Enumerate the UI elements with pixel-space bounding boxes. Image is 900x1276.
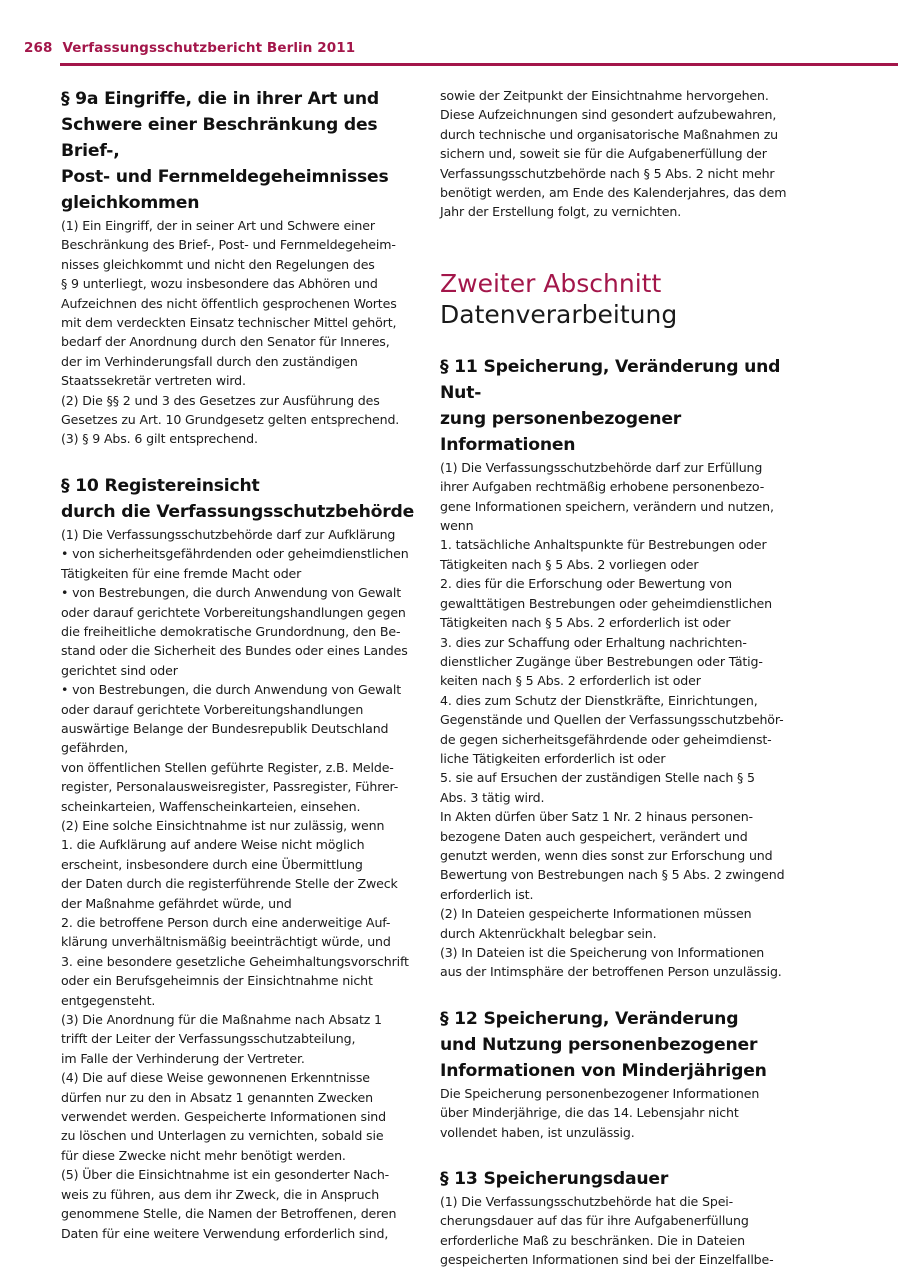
text-line: gleichkommen xyxy=(61,193,200,213)
section-9a xyxy=(61,86,421,449)
section-13 xyxy=(440,1166,800,1270)
text-line: zung personenbezogener Informationen xyxy=(440,408,682,455)
text-line: § 11 Speicherung, Veränderung und Nut- xyxy=(440,356,781,403)
text-line: 1. tatsächliche Anhaltspunkte für Bestrebungen oder xyxy=(440,537,767,553)
text-line: Aufzeichnen des nicht öffentlich gesprochenen Wortes xyxy=(61,295,397,311)
text-line: (1) Die Verfassungsschutzbehörde darf zur Erfüllung xyxy=(440,459,763,475)
text-line: (3) In Dateien ist die Speicherung von Informationen xyxy=(440,945,765,960)
text-line: gene Informationen speichern, verändern und nutzen, xyxy=(440,498,774,514)
text-line: genommene Stelle, die Namen der Betroffenen, deren xyxy=(61,1206,397,1222)
text-line: Tätigkeiten nach § 5 Abs. 2 erforderlich ist oder xyxy=(440,615,731,631)
text-line: über Minderjährige, die das 14. Lebensjahr nicht xyxy=(440,1105,739,1121)
text-line: (1) Ein Eingriff, der in seiner Art und Schwere einer xyxy=(61,218,375,233)
text-line: dienstlicher Zugänge über Bestrebungen oder Tätig- xyxy=(440,653,763,669)
text-line: Jahr der Erstellung folgt, zu vernichten. xyxy=(440,204,682,220)
text-line: wenn xyxy=(440,518,474,534)
text-line: der im Verhinderungsfall durch den zuständigen xyxy=(61,353,358,369)
text-line: der Daten durch die registerführende Stelle der Zweck xyxy=(61,876,398,892)
text-line: klärung unverhältnismäßig beeinträchtigt würde, und xyxy=(61,934,391,950)
text-line: 4. dies zum Schutz der Dienstkräfte, Einrichtungen, xyxy=(440,692,758,708)
running-title: Verfassungsschutzbericht Berlin 2011 xyxy=(62,40,356,56)
text-line: vollendet haben, ist unzulässig. xyxy=(440,1124,635,1140)
part-heading xyxy=(440,268,800,330)
text-line: (3) § 9 Abs. 6 gilt entsprechend. xyxy=(61,431,258,447)
text-line: § 9a Eingriffe, die in ihrer Art und xyxy=(61,89,380,109)
text-line: Gegenstände und Quellen der Verfassungsschutzbehör- xyxy=(440,712,784,728)
section-heading xyxy=(61,473,421,525)
text-line: von öffentlichen Stellen geführte Register, z.B. Melde- xyxy=(61,759,394,775)
text-line: ihrer Aufgaben rechtmäßig erhobene personenbezo- xyxy=(440,479,765,495)
text-line: de gegen sicherheitsgefährdende oder geheimdienst- xyxy=(440,731,772,747)
text-line: (1) Die Verfassungsschutzbehörde darf zur Aufklärung xyxy=(61,526,396,542)
text-line: trifft der Leiter der Verfassungsschutzabteilung, xyxy=(61,1031,356,1047)
text-line: erscheint, insbesondere durch eine Übermittlung xyxy=(61,856,363,872)
text-line: Informationen von Minderjährigen xyxy=(440,1060,767,1081)
text-line: im Falle der Verhinderung der Vertreter. xyxy=(61,1050,305,1066)
text-line: bezogene Daten auch gespeichert, verändert und xyxy=(440,828,748,844)
text-line: Daten für eine weitere Verwendung erforderlich sind, xyxy=(61,1225,389,1241)
text-line: Post- und Fernmeldegeheimnisses xyxy=(61,167,389,187)
text-line: der Maßnahme gefährdet würde, und xyxy=(61,895,292,911)
text-line: § 10 Registereinsicht xyxy=(61,475,260,496)
section-heading xyxy=(440,354,800,458)
text-line: Die Speicherung personenbezogener Informationen xyxy=(440,1085,760,1101)
text-line: (2) Die §§ 2 und 3 des Gesetzes zur Ausführung des xyxy=(61,392,380,408)
text-line: Verfassungsschutzbehörde nach § 5 Abs. 2 nicht mehr xyxy=(440,165,775,181)
text-line: erforderliche Maß zu beschränken. Die in Dateien xyxy=(440,1232,745,1248)
text-line: 3. dies zur Schaffung oder Erhaltung nachrichten- xyxy=(440,634,747,650)
section-heading xyxy=(440,1166,800,1192)
section-body xyxy=(440,458,800,982)
text-line: (2) Eine solche Einsichtnahme ist nur zulässig, wenn xyxy=(61,817,385,833)
text-line: (3) Die Anordnung für die Maßnahme nach Absatz 1 xyxy=(61,1012,382,1028)
text-line: (4) Die auf diese Weise gewonnenen Erkenntnisse xyxy=(61,1070,370,1086)
section-heading xyxy=(61,86,421,216)
part-title: Zweiter Abschnitt xyxy=(440,268,662,298)
text-line: genutzt werden, wenn dies sonst zur Erforschung und xyxy=(440,847,773,863)
text-line: § 9 unterliegt, wozu insbesondere das Abhören und xyxy=(61,276,378,292)
section-heading xyxy=(440,1006,800,1084)
text-line: 3. eine besondere gesetzliche Geheimhaltungsvorschrift xyxy=(61,953,409,969)
text-line: zu löschen und Unterlagen zu vernichten, sobald sie xyxy=(61,1128,384,1144)
text-line: entgegensteht. xyxy=(61,992,156,1008)
text-line: Tätigkeiten für eine fremde Macht oder xyxy=(61,565,302,581)
text-line: cherungsdauer auf das für ihre Aufgabenerfüllung xyxy=(440,1213,749,1229)
text-line: Diese Aufzeichnungen sind gesondert aufzubewahren, xyxy=(440,107,777,123)
part-subtitle: Datenverarbeitung xyxy=(440,299,678,329)
text-line: • von Bestrebungen, die durch Anwendung von Gewalt xyxy=(61,585,402,601)
text-line: und Nutzung personenbezogener xyxy=(440,1034,758,1055)
text-line: mit dem verdeckten Einsatz technischer Mittel gehört, xyxy=(61,315,397,331)
text-line: bedarf der Anordnung durch den Senator für Inneres, xyxy=(61,334,390,350)
section-body xyxy=(61,216,421,449)
text-line: 1. die Aufklärung auf andere Weise nicht möglich xyxy=(61,837,365,853)
running-header xyxy=(24,40,355,56)
text-line: Schwere einer Beschränkung des Brief-, xyxy=(61,115,378,161)
text-line: Bewertung von Bestrebungen nach § 5 Abs. 2 zwingend xyxy=(440,867,785,883)
text-line: scheinkarteien, Waffenscheinkarteien, einsehen. xyxy=(61,798,361,814)
text-line: • von Bestrebungen, die durch Anwendung von Gewalt xyxy=(61,682,402,698)
text-line: sichern und, soweit sie für die Aufgabenerfüllung der xyxy=(440,146,767,162)
text-line: (5) Über die Einsichtnahme ist ein gesonderter Nach- xyxy=(61,1167,390,1183)
text-line: keiten nach § 5 Abs. 2 erforderlich ist oder xyxy=(440,673,701,689)
section-body xyxy=(61,525,421,1243)
text-line: gefährden, xyxy=(61,740,129,756)
text-line: Beschränkung des Brief-, Post- und Fernmeldegeheim- xyxy=(61,237,396,253)
text-line: dürfen nur zu den in Absatz 1 genannten Zwecken xyxy=(61,1089,373,1105)
text-line: oder darauf gerichtete Vorbereitungshandlungen gegen xyxy=(61,604,406,620)
text-line: oder ein Berufsgeheimnis der Einsichtnahme nicht xyxy=(61,973,373,989)
text-line: Tätigkeiten nach § 5 Abs. 2 vorliegen oder xyxy=(440,556,699,572)
section-10 xyxy=(61,473,421,1243)
text-line: weis zu führen, aus dem ihr Zweck, die in Anspruch xyxy=(61,1186,380,1202)
header-rule xyxy=(60,63,898,66)
text-line: 2. die betroffene Person durch eine anderweitige Auf- xyxy=(61,915,391,930)
right-column xyxy=(440,86,800,1270)
text-line: sowie der Zeitpunkt der Einsichtnahme hervorgehen. xyxy=(440,88,769,103)
section-11 xyxy=(440,354,800,982)
text-line: auswärtige Belange der Bundesrepublik Deutschland xyxy=(61,720,389,736)
text-line: erforderlich ist. xyxy=(440,886,534,902)
text-line: § 13 Speicherungsdauer xyxy=(440,1169,669,1190)
text-line: 2. dies für die Erforschung oder Bewertung von xyxy=(440,576,732,592)
text-line: • von sicherheitsgefährdenden oder geheimdienstlichen xyxy=(61,546,409,562)
text-line: durch technische und organisatorische Maßnahmen zu xyxy=(440,126,778,142)
text-line: liche Tätigkeiten erforderlich ist oder xyxy=(440,750,666,766)
text-line: Abs. 3 tätig wird. xyxy=(440,789,545,805)
text-line: gewalttätigen Bestrebungen oder geheimdienstlichen xyxy=(440,595,772,611)
text-line: 5. sie auf Ersuchen der zuständigen Stelle nach § 5 xyxy=(440,770,755,786)
page-number: 268 xyxy=(24,40,53,56)
text-line: für diese Zwecke nicht mehr benötigt werden. xyxy=(61,1147,346,1163)
section-12 xyxy=(440,1006,800,1142)
text-line: register, Personalausweisregister, Passregister, Führer- xyxy=(61,779,399,795)
text-line: benötigt werden, am Ende des Kalenderjahres, das dem xyxy=(440,185,787,201)
text-line: durch die Verfassungsschutzbehörde xyxy=(61,501,415,522)
text-line: stand oder die Sicherheit des Bundes oder eines Landes xyxy=(61,643,408,659)
section-body xyxy=(440,1084,800,1142)
text-line: (1) Die Verfassungsschutzbehörde hat die Spei- xyxy=(440,1194,734,1210)
left-column xyxy=(61,86,421,1243)
text-line: verwendet werden. Gespeicherte Informationen sind xyxy=(61,1109,386,1125)
section-body xyxy=(440,1192,800,1270)
text-line: Gesetzes zu Art. 10 Grundgesetz gelten entsprechend. xyxy=(61,412,400,428)
text-line: die freiheitliche demokratische Grundordnung, den Be- xyxy=(61,623,401,639)
text-line: gespeicherten Informationen sind bei der Einzelfallbe- xyxy=(440,1252,774,1268)
text-line: (2) In Dateien gespeicherte Informationen müssen xyxy=(440,906,752,922)
text-line: Staatssekretär vertreten wird. xyxy=(61,373,246,389)
text-line: oder darauf gerichtete Vorbereitungshandlungen xyxy=(61,701,364,717)
text-line: § 12 Speicherung, Veränderung xyxy=(440,1008,739,1029)
text-line: In Akten dürfen über Satz 1 Nr. 2 hinaus personen- xyxy=(440,809,753,825)
text-line: nisses gleichkommt und nicht den Regelungen des xyxy=(61,256,375,272)
text-line: aus der Intimsphäre der betroffenen Person unzulässig. xyxy=(440,964,782,980)
text-line: gerichtet sind oder xyxy=(61,662,178,678)
text-line: durch Aktenrückhalt belegbar sein. xyxy=(440,925,657,941)
section-10-continuation xyxy=(440,86,800,222)
